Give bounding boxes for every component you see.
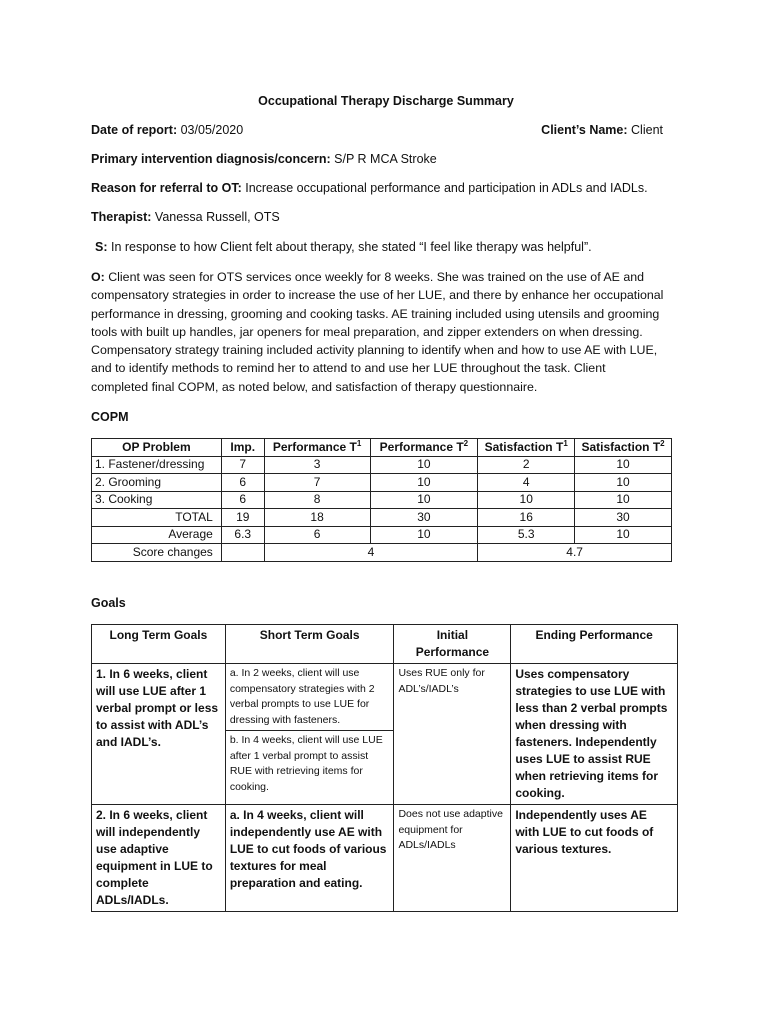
table-cell: 7 xyxy=(264,474,370,492)
table-cell: 3. Cooking xyxy=(92,491,222,509)
date-value: 03/05/2020 xyxy=(180,123,244,137)
objective-line: compensatory strategies in order to increase the use of her LUE, and there by enhance her occupational xyxy=(91,288,664,303)
objective-line: completed final COPM, as noted below, and satisfaction of therapy questionnaire. xyxy=(91,379,538,394)
table-cell: 16 xyxy=(478,509,575,527)
objective-line: Compensatory strategy training included activity planning to identify when and how to use AE with LUE, xyxy=(91,343,658,358)
objective-label: O: xyxy=(91,270,105,284)
client-label: Client’s Name: xyxy=(541,123,628,137)
score-changes-label: Score changes xyxy=(92,544,222,562)
copm-header-importance: Imp. xyxy=(221,439,264,457)
therapist-line xyxy=(91,210,280,224)
table-row xyxy=(92,491,672,509)
table-cell: 8 xyxy=(264,491,370,509)
copm-header-row xyxy=(92,439,672,457)
objective-line: tools with built up handles, jar openers for meal preparation, and zipper extenders on when dressing. xyxy=(91,324,643,339)
short-term-goal: a. In 2 weeks, client will use compensatory strategies with 2 verbal prompts to use LUE for dressing with fasteners. xyxy=(226,664,394,731)
copm-header-performance-t1: Performance $T^1$ xyxy=(264,439,370,457)
table-cell-empty xyxy=(221,544,264,562)
table-cell: Average xyxy=(92,526,222,544)
therapist-label: Therapist: xyxy=(91,210,152,224)
client-value: Client xyxy=(631,123,663,137)
short-term-goal: a. In 4 weeks, client will independently use AE with LUE to cut foods of various textures for meal preparation and eating. xyxy=(225,805,394,912)
date-of-report xyxy=(91,123,243,137)
referral-line xyxy=(91,181,648,195)
subjective-label: S: xyxy=(95,240,108,254)
table-cell: 7 xyxy=(221,456,264,474)
table-cell: 6 xyxy=(221,491,264,509)
copm-header-satisfaction-t1: Satisfaction $T^1$ xyxy=(478,439,575,457)
short-term-goal: b. In 4 weeks, client will use LUE after 1 verbal prompt to assist RUE with retrieving items for cooking. xyxy=(229,734,383,793)
subjective-text: In response to how Client felt about therapy, she stated “I feel like therapy was helpful”. xyxy=(110,240,592,254)
goals-header-row xyxy=(92,625,678,664)
table-cell: 1. Fastener/dressing xyxy=(92,456,222,474)
table-cell: 18 xyxy=(264,509,370,527)
table-cell: 30 xyxy=(370,509,478,527)
objective-paragraph xyxy=(91,268,677,396)
table-cell: 10 xyxy=(370,491,478,509)
document-title: Occupational Therapy Discharge Summary xyxy=(258,94,514,108)
table-row-average xyxy=(92,526,672,544)
table-cell: 10 xyxy=(478,491,575,509)
table-cell: 6.3 xyxy=(221,526,264,544)
table-cell: 10 xyxy=(370,456,478,474)
diagnosis-line xyxy=(91,152,437,166)
copm-table xyxy=(91,438,672,562)
table-row xyxy=(92,664,678,805)
table-cell: 10 xyxy=(575,474,672,492)
table-cell: 10 xyxy=(370,526,478,544)
table-cell: 6 xyxy=(221,474,264,492)
ending-performance: Uses compensatory strategies to use LUE with less than 2 verbal prompts when dressing with fasteners. Independently uses LUE to assist RUE when retrieving items for cooking. xyxy=(511,664,678,805)
therapist-value: Vanessa Russell, OTS xyxy=(154,210,280,224)
table-cell: TOTAL xyxy=(92,509,222,527)
diagnosis-label: Primary intervention diagnosis/concern: xyxy=(91,152,331,166)
score-change-satisfaction: 4.7 xyxy=(478,544,672,562)
subjective-line xyxy=(95,240,592,254)
goals-header-stg: Short Term Goals xyxy=(225,625,394,664)
date-label: Date of report: xyxy=(91,123,178,137)
referral-label: Reason for referral to OT: xyxy=(91,181,242,195)
table-cell: 2 xyxy=(478,456,575,474)
table-cell: 3 xyxy=(264,456,370,474)
table-cell: 10 xyxy=(575,491,672,509)
goals-header-initial: Initial Performance xyxy=(394,625,511,664)
table-cell: 10 xyxy=(575,526,672,544)
initial-performance: Uses RUE only for ADL’s/IADL’s xyxy=(394,664,511,805)
copm-heading: COPM xyxy=(91,410,129,424)
table-cell: 5.3 xyxy=(478,526,575,544)
table-cell: 2. Grooming xyxy=(92,474,222,492)
copm-header-satisfaction-t2: Satisfaction $T^2$ xyxy=(575,439,672,457)
copm-header-op-problem: OP Problem xyxy=(92,439,222,457)
objective-line: and to identify methods to remind her to attend to and use her LUE throughout the task. Client xyxy=(91,361,606,376)
table-cell: 10 xyxy=(370,474,478,492)
table-row xyxy=(92,456,672,474)
ending-performance: Independently uses AE with LUE to cut foods of various textures. xyxy=(511,805,678,912)
client-name xyxy=(541,123,663,137)
table-row-score-changes xyxy=(92,544,672,562)
goals-heading: Goals xyxy=(91,596,126,610)
goals-header-ltg: Long Term Goals xyxy=(92,625,226,664)
table-cell: 19 xyxy=(221,509,264,527)
objective-line: Client was seen for OTS services once weekly for 8 weeks. She was trained on the use of AE and xyxy=(108,270,645,284)
initial-performance: Does not use adaptive equipment for ADLs/IADLs xyxy=(394,805,511,912)
table-row-total xyxy=(92,509,672,527)
table-row xyxy=(92,474,672,492)
long-term-goal: 1. In 6 weeks, client will use LUE after 1 verbal prompt or less to assist with ADL’s and IADL’s. xyxy=(92,664,226,805)
diagnosis-value: S/P R MCA Stroke xyxy=(334,152,437,166)
table-cell: 30 xyxy=(575,509,672,527)
goals-table xyxy=(91,624,678,912)
table-cell: 6 xyxy=(264,526,370,544)
long-term-goal: 2. In 6 weeks, client will independently use adaptive equipment in LUE to complete ADLs/IADLs. xyxy=(92,805,226,912)
copm-header-performance-t2: Performance $T^2$ xyxy=(370,439,478,457)
table-cell: 10 xyxy=(575,456,672,474)
score-change-performance: 4 xyxy=(264,544,478,562)
goals-header-ending: Ending Performance xyxy=(511,625,678,664)
table-cell: 4 xyxy=(478,474,575,492)
objective-line: performance in dressing, grooming and cooking tasks. AE training included using utensils and grooming xyxy=(91,306,660,321)
table-row xyxy=(92,805,678,912)
short-term-goals xyxy=(225,664,394,805)
referral-value: Increase occupational performance and participation in ADLs and IADLs. xyxy=(245,181,648,195)
